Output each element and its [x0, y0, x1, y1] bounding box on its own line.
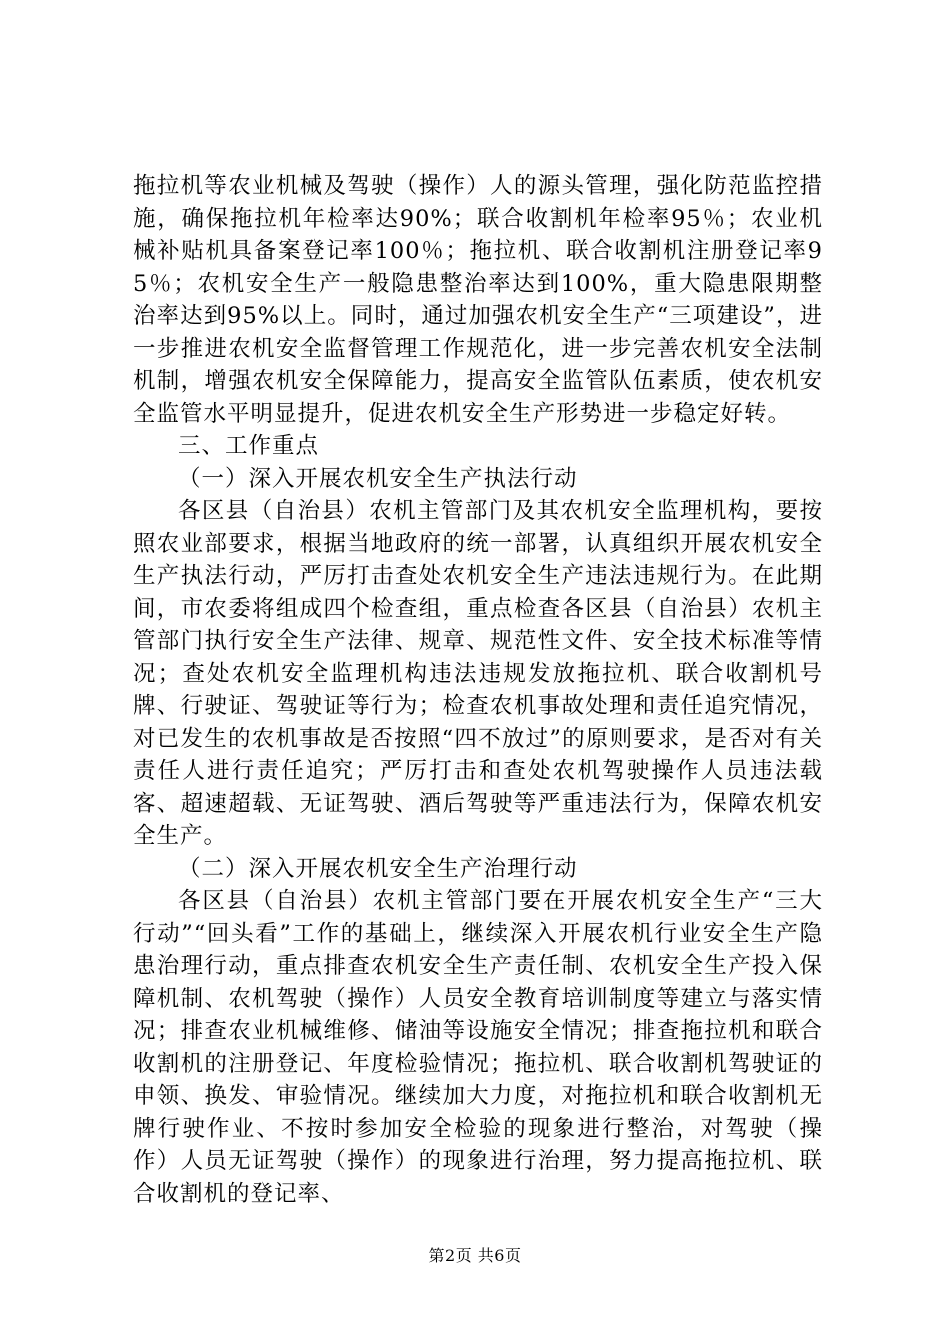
subsection-heading-governance: （二）深入开展农机安全生产治理行动 — [178, 855, 578, 882]
document-body — [133, 170, 823, 1210]
paragraph-continuation: 拖拉机等农业机械及驾驶（操作）人的源头管理，强化防范监控措施，确保拖拉机年检率达90%；联合收割机年检率95％；农业机械补贴机具备案登记率100％；拖拉机、联合收割机注册登记率95％；农机安全生产一般隐患整治率达到100%，重大隐患限期整治率达到95%以上。同时，通过加强农机安全生产“三项建设”，进一步推进农机安全监督管理工作规范化，进一步完善农机安全法制机制，增强农机安全保障能力，提高安全监管队伍素质，使农机安全监管水平明显提升，促进农机安全生产形势进一步稳定好转。 — [133, 173, 823, 427]
paragraph-governance: 各区县（自治县）农机主管部门要在开展农机安全生产“三大行动”“回头看”工作的基础上，继续深入开展农机行业安全生产隐患治理行动，重点排查农机安全生产责任制、农机安全生产投入保障机制、农机驾驶（操作）人员安全教育培训制度等建立与落实情况；排查农业机械维修、储油等设施安全情况；排查拖拉机和联合收割机的注册登记、年度检验情况；拖拉机、联合收割机驾驶证的申领、换发、审验情况。继续加大力度，对拖拉机和联合收割机无牌行驶作业、不按时参加安全检验的现象进行整治，对驾驶（操作）人员无证驾驶（操作）的现象进行治理，努力提高拖拉机、联合收割机的登记率、 — [133, 888, 823, 1207]
section-heading-work-focus: 三、工作重点 — [178, 433, 320, 459]
subsection-heading-enforcement: （一）深入开展农机安全生产执法行动 — [178, 465, 578, 492]
page-number-footer: 第2页 共6页 — [428, 1246, 522, 1265]
paragraph-enforcement: 各区县（自治县）农机主管部门及其农机安全监理机构，要按照农业部要求，根据当地政府的统一部署，认真组织开展农机安全生产执法行动，严厉打击查处农机安全生产违法违规行为。在此期间，市农委将组成四个检查组，重点检查各区县（自治县）农机主管部门执行安全生产法律、规章、规范性文件、安全技术标准等情况；查处农机安全监理机构违法违规发放拖拉机、联合收割机号牌、行驶证、驾驶证等行为；检查农机事故处理和责任追究情况，对已发生的农机事故是否按照“四不放过”的原则要求，是否对有关责任人进行责任追究；严厉打击和查处农机驾驶操作人员违法载客、超速超载、无证驾驶、酒后驾驶等严重违法行为，保障农机安全生产。 — [133, 498, 823, 849]
